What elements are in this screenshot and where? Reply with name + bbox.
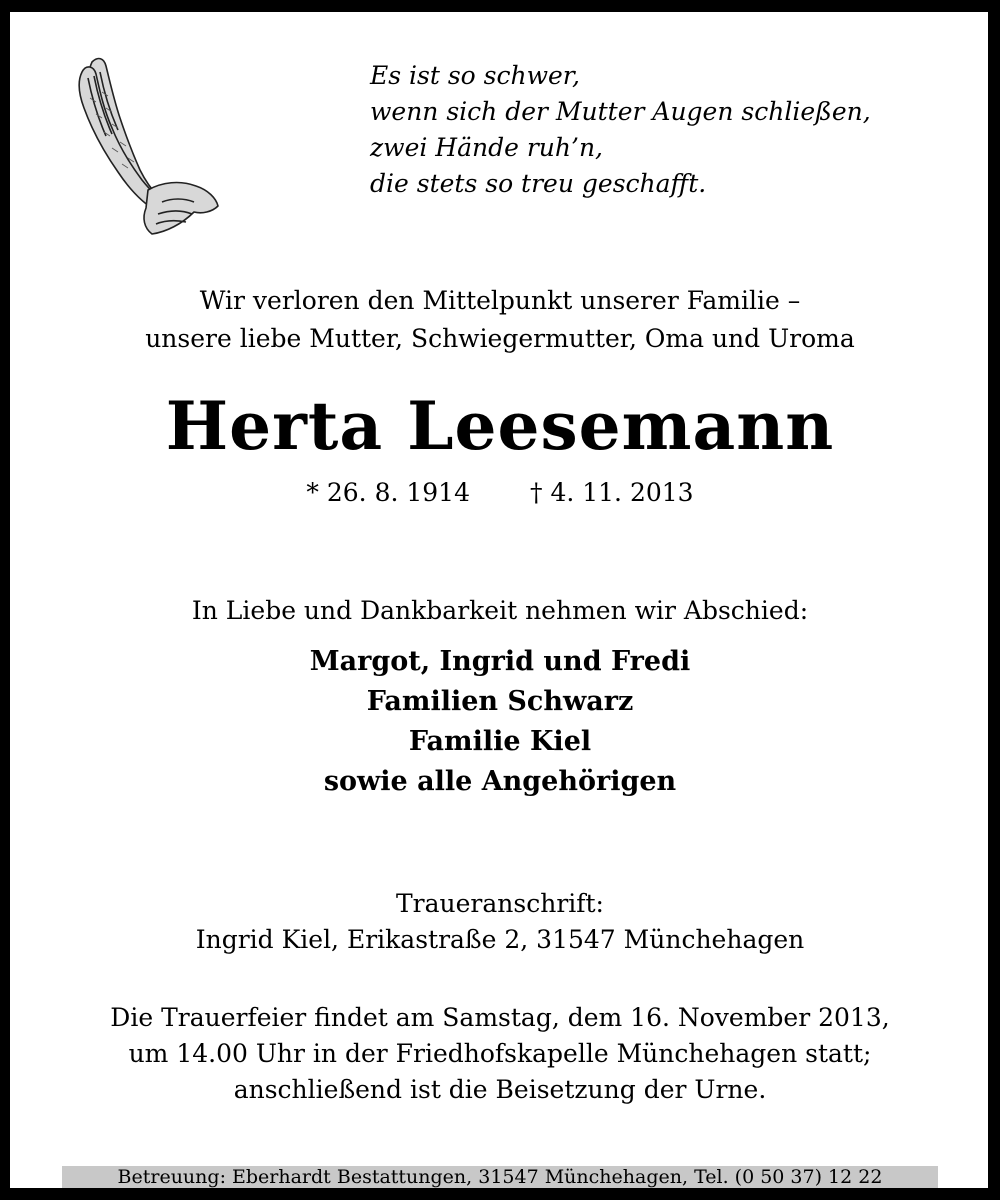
death-date: † 4. 11. 2013 [530, 478, 694, 507]
address-value: Ingrid Kiel, Erikastraße 2, 31547 Münchehagen [195, 925, 805, 954]
funeral-service-info [0, 1000, 1000, 1108]
intro-line-2: unsere liebe Mutter, Schwiegermutter, Oma und Uroma [145, 324, 855, 353]
farewell-text: In Liebe und Dankbarkeit nehmen wir Abschied: [191, 596, 809, 625]
mourner-line: Familie Kiel [408, 726, 592, 757]
service-line-2: um 14.00 Uhr in der Friedhofskapelle Münchehagen statt; [128, 1039, 872, 1068]
intro-text [0, 282, 1000, 358]
funeral-home-footer: Betreuung: Eberhardt Bestattungen, 31547 Münchehagen, Tel. (0 50 37) 12 22 [62, 1166, 938, 1188]
mourner-line: sowie alle Angehörigen [323, 766, 677, 797]
birth-date: * 26. 8. 1914 [306, 478, 470, 507]
mourner-line: Familien Schwarz [366, 686, 634, 717]
deceased-name: Herta Leesemann [165, 387, 835, 465]
mourner-line: Margot, Ingrid und Fredi [309, 646, 691, 677]
intro-line-1: Wir verloren den Mittelpunkt unserer Familie – [199, 286, 801, 315]
address-label: Traueranschrift: [396, 889, 604, 918]
poem-line: Es ist so schwer, [370, 61, 580, 90]
life-dates [0, 476, 1000, 510]
poem-line: wenn sich der Mutter Augen schließen, [370, 97, 871, 126]
service-line-1: Die Trauerfeier findet am Samstag, dem 16. November 2013, [110, 1003, 890, 1032]
mourners-list [0, 642, 1000, 802]
poem-line: die stets so treu geschafft. [370, 169, 707, 198]
poem [370, 58, 970, 202]
mourning-address [0, 886, 1000, 958]
service-line-3: anschließend ist die Beisetzung der Urne. [233, 1075, 767, 1104]
poem-line: zwei Hände ruh’n, [370, 133, 604, 162]
praying-hands-icon [62, 52, 222, 244]
